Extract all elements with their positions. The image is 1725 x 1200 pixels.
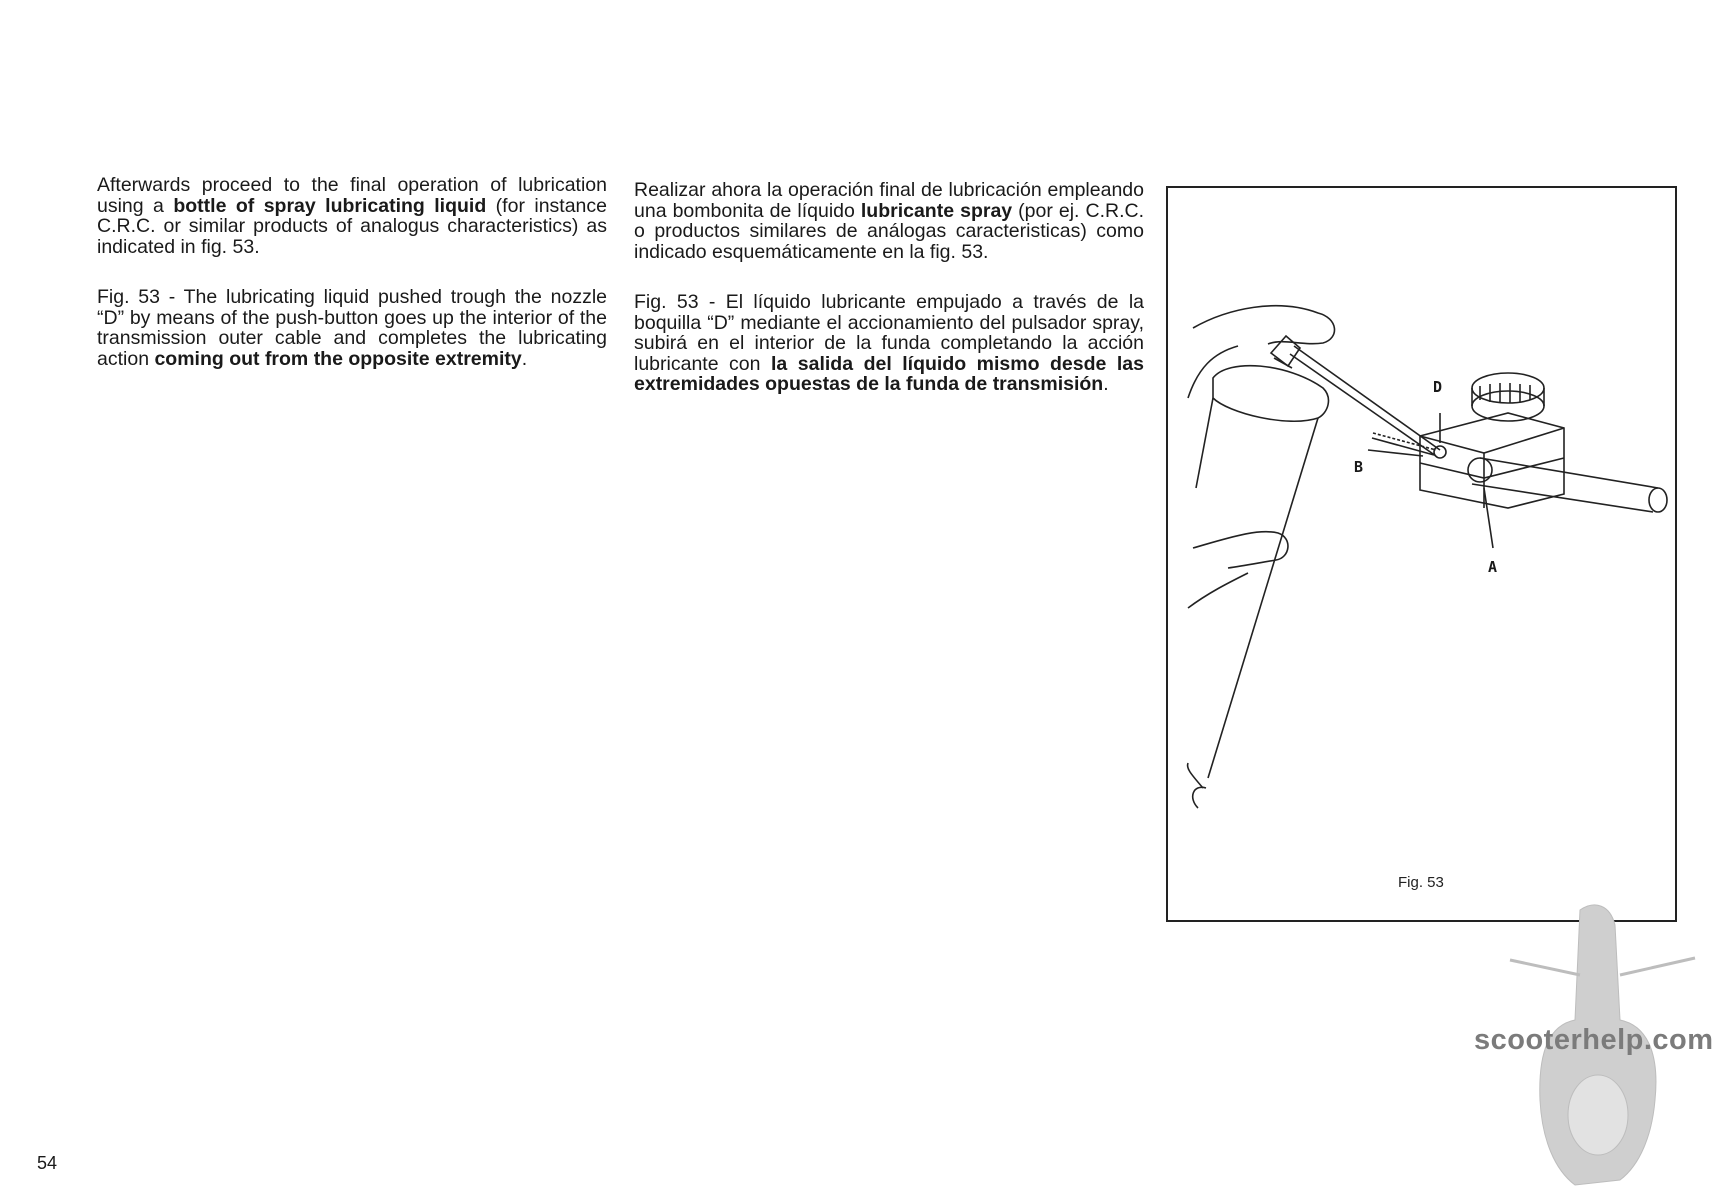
- text-run: Fig. 53 - The lubricating liquid pushed trough the nozzle “D” by means of the push-button goes up the interior of the transmission outer cable and completes the lubricating action: [97, 286, 607, 370]
- spanish-paragraph-2: [634, 292, 1144, 395]
- callout-d: D: [1433, 378, 1443, 396]
- spray-lubrication-illustration: [1168, 188, 1675, 920]
- text-run: (for instance C.R.C. or similar products of analogus characteristics) as indicated in fig. 53.: [97, 194, 607, 258]
- spanish-column: [634, 180, 1144, 395]
- figure-caption: Fig. 53: [1398, 874, 1444, 891]
- spanish-paragraph-1: [634, 180, 1144, 262]
- text-run: .: [521, 347, 528, 370]
- english-column: [97, 175, 607, 369]
- text-run: Realizar ahora la operación final de lubricación empleando una bombonita de líquido: [634, 179, 1144, 222]
- english-paragraph-2: [97, 287, 607, 369]
- bold-run: la salida del líquido mismo desde las extremidades opuestas de la funda de transmisión: [634, 352, 1144, 395]
- text-run: .: [1103, 373, 1109, 395]
- bold-run: bottle of spray lubricating liquid: [173, 194, 487, 217]
- english-paragraph-1: [97, 175, 607, 257]
- bold-run: lubricante spray: [860, 199, 1013, 222]
- figure-frame: [1166, 186, 1677, 922]
- text-run: Afterwards proceed to the final operation of lubrication using a: [97, 174, 607, 217]
- callout-b: B: [1354, 458, 1364, 476]
- page-number: 54: [37, 1153, 58, 1173]
- bold-run: coming out from the opposite extremity: [154, 347, 522, 370]
- text-run: Fig. 53 - El líquido lubricante empujado a través de la boquilla “D” mediante el accionamiento del pulsador spray, subirá en el interior de la funda completando la acción lubricante con: [634, 291, 1144, 375]
- callout-a: A: [1488, 558, 1498, 576]
- watermark-text: scooterhelp.com: [1474, 1024, 1714, 1056]
- text-run: (por ej. C.R.C. o productos similares de análogas caracteristicas) como indicado esquemáticamente en la fig. 53.: [634, 199, 1145, 263]
